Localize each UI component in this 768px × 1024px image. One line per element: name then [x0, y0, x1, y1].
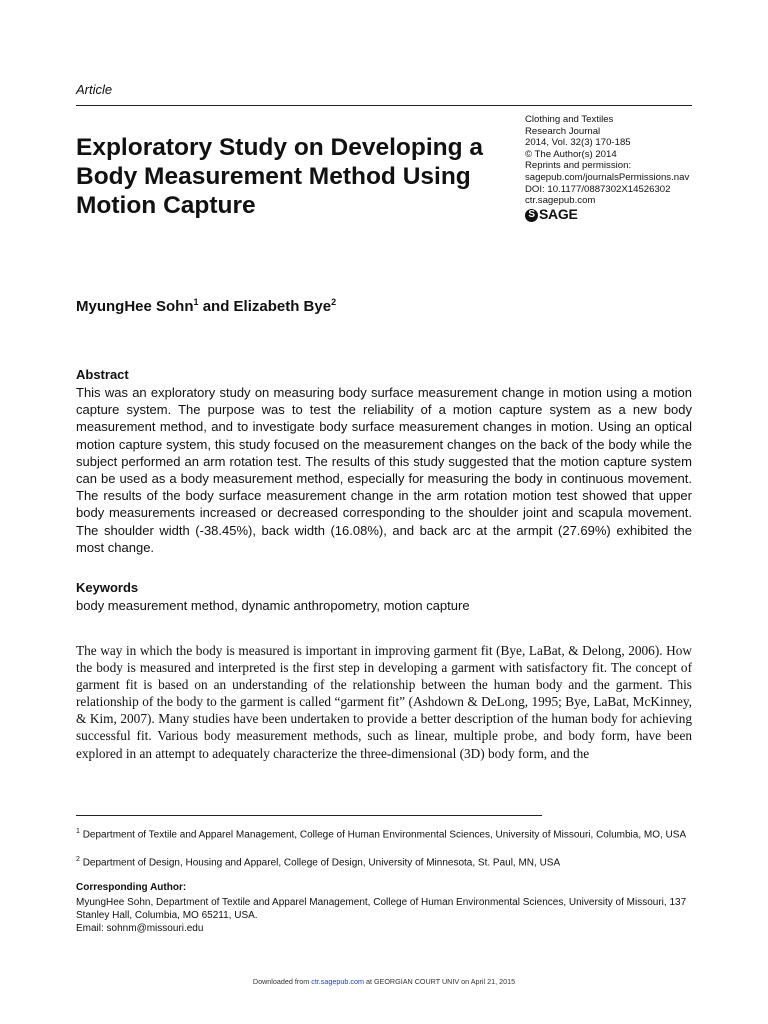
sage-logo-text: SAGE [539, 206, 578, 223]
header-divider [76, 105, 692, 106]
download-notice [0, 977, 768, 986]
download-prefix: Downloaded from [252, 977, 312, 986]
corresponding-author-details [76, 896, 696, 935]
abstract-heading: Abstract [76, 367, 129, 382]
footnote-marker: 1 [76, 828, 80, 835]
footnote-text: Department of Textile and Apparel Management, College of Human Environmental Sciences, University of Missouri, Columbia, MO, USA [82, 829, 687, 841]
keywords-heading: Keywords [76, 580, 139, 595]
body-paragraph: The way in which the body is measured is important in improving garment fit (Bye, LaBat, & Delong, 2006). How the body is measured and interpreted is the first step in developing a garment with satisfactory fit. The concept of garment fit is based on an understanding of the relationship between the human body and the garment. This relationship of the body to the garment is called “garment fit” (Ashdown & DeLong, 1995; Bye, LaBat, McKinney, & Kim, 2007). Many studies have been undertaken to provide a better description of the human body for achieving successful fit. Various body measurement methods, such as linear, multiple probe, and body form, have been explored in an attempt to adequately characterize the three-dimensional (3D) body form, and the [76, 643, 692, 761]
download-link[interactable]: ctr.sagepub.com [311, 977, 364, 986]
journal-name-line2: Research Journal [525, 125, 601, 137]
footnote-marker: 2 [76, 856, 80, 863]
journal-site[interactable]: ctr.sagepub.com [525, 195, 596, 207]
affiliation-marker: 2 [331, 297, 337, 307]
footnote-divider [76, 815, 542, 816]
corresponding-author-heading: Corresponding Author: [76, 882, 187, 893]
keywords-text: body measurement method, dynamic anthropometry, motion capture [76, 598, 470, 613]
author-list [76, 297, 336, 315]
journal-volume: 2014, Vol. 32(3) 170-185 [525, 137, 631, 149]
sage-logo [525, 206, 725, 223]
author-name: Elizabeth Bye [233, 298, 332, 315]
journal-name-line1: Clothing and Textiles [525, 114, 614, 125]
footnote-text: Department of Design, Housing and Apparel, College of Design, University of Minnesota, St. Paul, MN, USA [82, 857, 561, 869]
affiliation-marker: 1 [193, 297, 199, 307]
journal-info [525, 114, 725, 222]
corresponding-author-address: MyungHee Sohn, Department of Textile and Apparel Management, College of Human Environmental Sciences, University of Missouri, 137 Stanley Hall, Columbia, MO 65211, USA. [76, 897, 687, 921]
download-suffix: at GEORGIAN COURT UNIV on April 21, 2015 [363, 977, 516, 986]
author-conjunction: and [198, 298, 234, 315]
sage-s-icon: S [525, 209, 538, 222]
journal-permissions-link[interactable]: sagepub.com/journalsPermissions.nav [525, 171, 690, 183]
author-name: MyungHee Sohn [76, 298, 194, 315]
journal-copyright: © The Author(s) 2014 [525, 148, 617, 160]
journal-reprints: Reprints and permission: [525, 160, 632, 172]
corresponding-author-email[interactable]: Email: sohnm@missouri.edu [76, 923, 204, 934]
paper-title: Exploratory Study on Developing a Body Measurement Method Using Motion Capture [76, 134, 484, 219]
abstract-text: This was an exploratory study on measuring body surface measurement change in motion using a motion capture system. The purpose was to test the reliability of a motion capture system as a new body measurement method, and to investigate body surface measurement changes in motion. Using an optical motion capture system, this study focused on the measurement changes on the back of the body while the subject performed an arm rotation test. The results of this study suggested that the motion capture system can be used as a body measurement method, especially for measuring the body in continuous movement. The results of the body surface measurement change in the arm rotation motion test showed that upper body measurements increased or decreased corresponding to the shoulder joint and scapula movement. The shoulder width (-38.45%), back width (16.08%), and back arc at the armpit (27.69%) exhibited the most change. [76, 385, 692, 555]
footnote-affiliation-2 [76, 853, 696, 869]
journal-doi[interactable]: DOI: 10.1177/0887302X14526302 [525, 183, 671, 195]
footnote-affiliation-1 [76, 825, 696, 841]
article-type-label: Article [76, 82, 113, 97]
